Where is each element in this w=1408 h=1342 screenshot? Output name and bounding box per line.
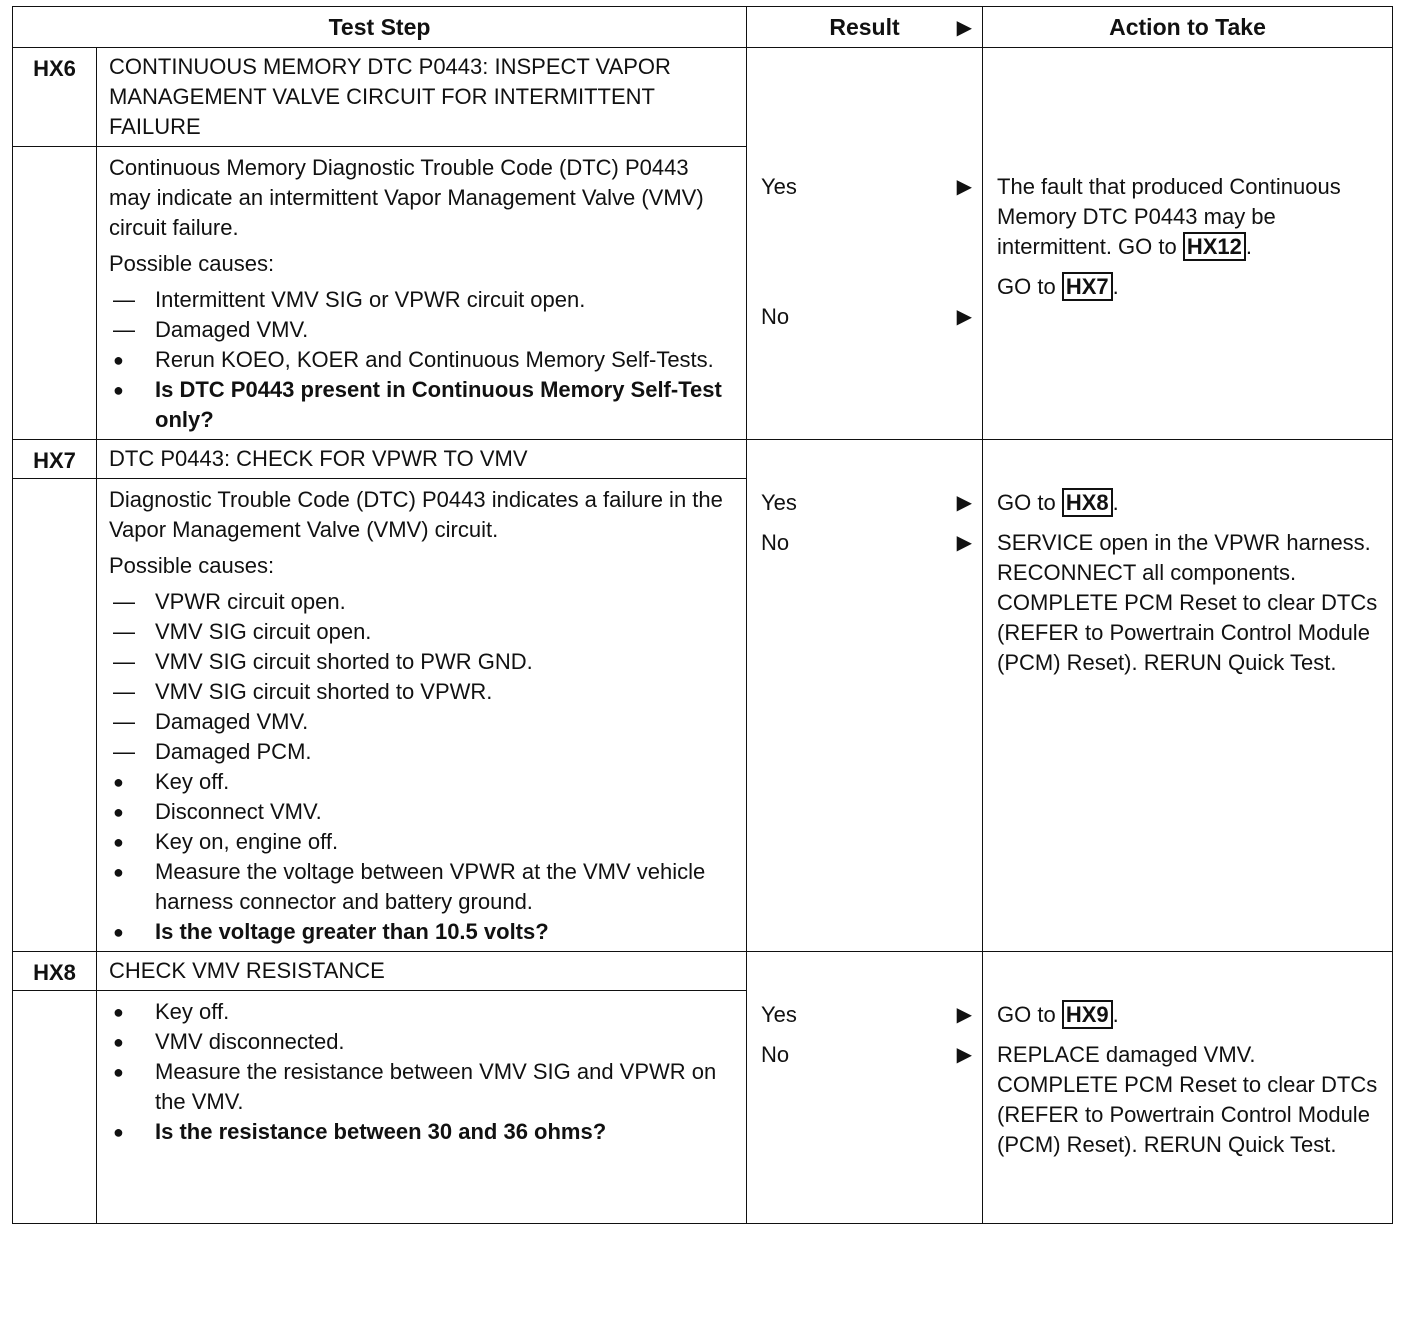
cause-item: — VMV SIG circuit shorted to PWR GND. [109,647,734,677]
step-title: DTC P0443: CHECK FOR VPWR TO VMV [97,440,747,479]
yes-action: GO to HX9 . [997,1002,1119,1027]
cause-item: — VMV SIG circuit shorted to VPWR. [109,677,734,707]
step-intro: Continuous Memory Diagnostic Trouble Code (DTC) P0443 may indicate an intermittent Vapor Management Valve (VMV) circuit failure. [109,155,704,240]
instruction-item: ● Key off. [109,997,734,1027]
instruction-item: ● Measure the resistance between VMV SIG and VPWR on the VMV. [109,1057,734,1117]
result-cell [747,440,983,952]
cause-item: — VMV SIG circuit open. [109,617,734,647]
step-title: CONTINUOUS MEMORY DTC P0443: INSPECT VAPOR MANAGEMENT VALVE CIRCUIT FOR INTERMITTENT FAILURE [97,48,747,147]
instruction-item: ● Measure the voltage between VPWR at the VMV vehicle harness connector and battery ground. [109,857,734,917]
step-id: HX6 [13,48,97,147]
step-id-spacer [13,479,97,952]
header-row [13,7,1393,48]
causes-label: Possible causes: [109,251,275,276]
yes-label: Yes [761,490,797,515]
header-test-step: Test Step [13,7,747,48]
no-action: GO to HX7 . [997,274,1119,299]
arrow-icon: ▶ [956,1044,973,1066]
step-hx8-title-row [13,952,1393,991]
instruction-item: ● Disconnect VMV. [109,797,734,827]
step-id: HX7 [13,440,97,479]
result-cell [747,952,983,1224]
arrow-icon: ▶ [956,306,973,328]
question-item: ● Is DTC P0443 present in Continuous Memory Self-Test only? [109,375,734,435]
yes-action: GO to HX8 . [997,490,1119,515]
cause-item: — VPWR circuit open. [109,587,734,617]
no-action-text: GO to [997,274,1056,299]
yes-action-text: GO to [997,1002,1056,1027]
result-yes [761,488,972,518]
step-id-spacer [13,991,97,1224]
step-hx6-title-row [13,48,1393,147]
step-reference-link[interactable]: HX12 [1183,232,1246,261]
arrow-icon: ▶ [956,532,973,554]
yes-label: Yes [761,174,797,199]
instruction-item: ● Key off. [109,767,734,797]
diagnostic-table [12,6,1393,1224]
header-result [747,7,983,48]
arrow-icon: ▶ [956,492,973,514]
step-body [97,147,747,440]
arrow-icon: ▶ [956,1004,973,1026]
yes-label: Yes [761,1002,797,1027]
yes-action-text: GO to [997,490,1056,515]
causes-list [109,285,734,435]
causes-label: Possible causes: [109,553,275,578]
step-id: HX8 [13,952,97,991]
yes-action: The fault that produced Continuous Memory DTC P0443 may be intermittent. GO to HX12 . [997,174,1341,259]
step-id-spacer [13,147,97,440]
no-label: No [761,530,790,555]
question-item: ● Is the voltage greater than 10.5 volts? [109,917,734,947]
arrow-icon: ▶ [956,17,973,39]
step-reference-link[interactable]: HX7 [1062,272,1113,301]
action-cell [983,952,1393,1224]
step-reference-link[interactable]: HX8 [1062,488,1113,517]
question-item: ● Is the resistance between 30 and 36 ohms? [109,1117,734,1147]
instruction-item: ● VMV disconnected. [109,1027,734,1057]
diagnostic-table-wrapper [12,6,1392,1336]
step-reference-link[interactable]: HX9 [1062,1000,1113,1029]
arrow-icon: ▶ [956,176,973,198]
result-no [761,528,972,558]
header-action: Action to Take [983,7,1393,48]
header-result-label: Result [829,14,900,40]
no-action: REPLACE damaged VMV. COMPLETE PCM Reset to clear DTCs (REFER to Powertrain Control Module (PCM) Reset). RERUN Quick Test. [997,1042,1378,1157]
no-label: No [761,1042,790,1067]
result-yes [761,172,972,202]
step-title: CHECK VMV RESISTANCE [97,952,747,991]
no-action: SERVICE open in the VPWR harness. RECONNECT all components. COMPLETE PCM Reset to clear DTCs (REFER to Powertrain Control Module (PCM) Reset). RERUN Quick Test. [997,530,1378,675]
result-cell [747,48,983,440]
result-yes [761,1000,972,1030]
action-cell [983,48,1393,440]
yes-action-text: The fault that produced Continuous Memory DTC P0443 may be intermittent. GO to [997,174,1341,259]
instruction-item: ● Rerun KOEO, KOER and Continuous Memory Self-Tests. [109,345,734,375]
cause-item: — Damaged PCM. [109,737,734,767]
causes-list [109,587,734,947]
step-hx7-title-row [13,440,1393,479]
instructions-list [109,997,734,1147]
result-no [761,302,972,332]
step-intro: Diagnostic Trouble Code (DTC) P0443 indicates a failure in the Vapor Management Valve (VMV) circuit. [109,487,723,542]
step-body [97,479,747,952]
result-no [761,1040,972,1070]
cause-item: — Damaged VMV. [109,315,734,345]
action-cell [983,440,1393,952]
no-label: No [761,304,790,329]
cause-item: — Intermittent VMV SIG or VPWR circuit open. [109,285,734,315]
instruction-item: ● Key on, engine off. [109,827,734,857]
step-body [97,991,747,1224]
cause-item: — Damaged VMV. [109,707,734,737]
